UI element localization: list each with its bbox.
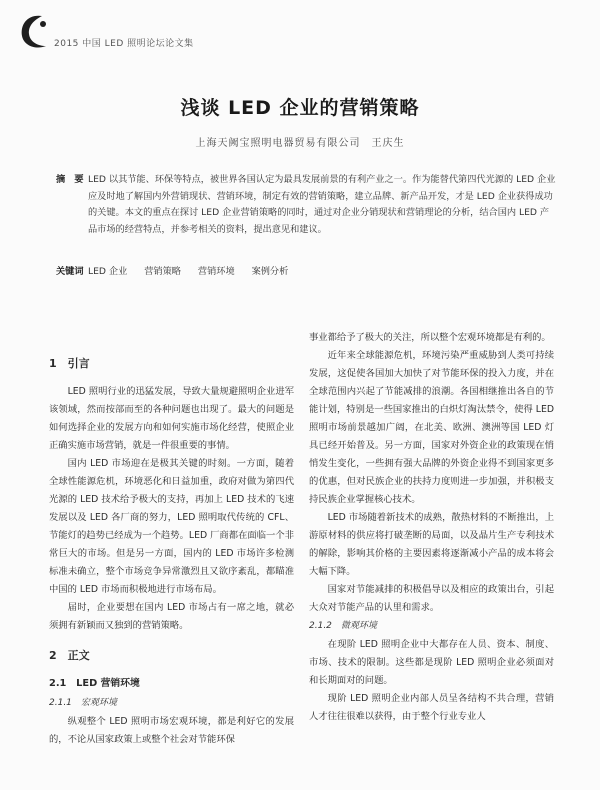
macro-paragraph-3: LED 市场随着新技术的成熟，散热材料的不断推出，上游原材料的供应将打破垄断的局面，以及晶片生产专利技术的解除，影响其价格的主要因素将逐渐减小产品的成本将会大幅下降。 (309, 512, 554, 577)
abstract-text: LED 以其节能、环保等特点，被世界各国认定为最具发展前景的有利产业之一。作为能替代第四代光源的 LED 企业应及时地了解国内外营销现状、营销环境，制定有效的营销策略，建立品牌、新产品开发，才是 LED 企业获得成功的关键。本文的重点在探讨 LED 企业营销策略的同时，通过对企业分销现状和营销理论的分析，结合国内 LED 产品市场的经营特点，并参考相关的资料，提出意见和建议。 (88, 174, 556, 235)
section-2-1-heading: 2.1 LED 营销环境 (49, 678, 140, 689)
macro-paragraph-2: 近年来全球能源危机，环境污染严重威胁到人类可持续发展，这促使各国加大加快了对节能环保的投入力度，并在全球范围内兴起了节能减排的浪潮。各国相继推出各自的节能计划，特别是一些国家推出的白炽灯淘汰禁令，使得 LED 照明市场前景越加广阔，在北美、欧洲、澳洲等国 LED 灯具已经开始普及。另一方面，国家对外资企业的政策现在悄悄发生变化，一些拥有强大品牌的外资企业得不到国家更多的优惠，但对民族企业的扶持力度则进一步加强，并积极支持民族企业掌握核心技术。 (309, 350, 554, 505)
intro-paragraph-1: LED 照明行业的迅猛发展，导致大量规避照明企业进军该领域，然而按部而至的各种问题也出现了。最大的问题是如何选择企业的发展方向和如何实施市场化经营，使照企业正确实施市场营销，就是一件很重要的事情。 (49, 386, 294, 451)
keywords-label: 关键词 (56, 266, 84, 277)
micro-paragraph-2: 现阶 LED 照明企业内部人员呈各结构不共合理，营销人才往往很难以获得，由于整个行业专业人 (309, 693, 554, 722)
right-column (309, 329, 554, 726)
intro-paragraph-3: 届时，企业要想在国内 LED 市场占有一席之地，就必须拥有新颖而又独到的营销策略。 (49, 602, 294, 631)
keyword: 营销环境 (197, 266, 235, 277)
abstract-label: 摘 要 (56, 174, 84, 185)
forum-logo-icon (18, 12, 52, 56)
keyword: LED 企业 (88, 266, 128, 277)
left-column (49, 343, 294, 749)
intro-paragraph-2: 国内 LED 市场迎在是极其关键的时刻。一方面，随着全球性能源危机，环境恶化和日益加重，政府对做为第四代光源的 LED 技术给予极大的支持，再加上 LED 技术的飞速发展以及 LED 各厂商的努力，LED 照明取代传统的 CFL、节能灯的趋势已经成为一个趋势。LED 厂商都在面临一个非常巨大的市场。但是另一方面，国内的 LED 市场许多检测标准未确立，整个市场竞争异常激烈且又欲序紊乱，都瞄准中国的 LED 市场而积极地进行市场布局。 (49, 458, 294, 595)
keyword: 营销策略 (144, 266, 181, 277)
author-affiliation: 上海天阙宝照明电器贸易有限公司 王庆生 (195, 138, 405, 149)
macro-paragraph-4: 国家对节能减排的积极倡导以及相应的政策出台，引起大众对节能产品的认里和需求。 (309, 584, 554, 613)
section-2-1-1-heading: 2.1.1 宏观环境 (49, 698, 117, 708)
section-2-1-2-heading: 2.1.2 微观环境 (309, 621, 377, 631)
section-2-heading: 2 正文 (49, 649, 90, 662)
macro-paragraph: 纵观整个 LED 照明市场宏观环境，都是利好它的发展的，不论从国家政策上或整个社会对节能环保 (49, 716, 294, 745)
continued-paragraph: 事业都给予了极大的关注，所以整个宏观环境都是有利的。 (309, 332, 551, 343)
keyword: 案例分析 (251, 266, 289, 277)
running-header (18, 10, 588, 54)
running-title: 2015 中国 LED 照明论坛论文集 (54, 39, 194, 49)
section-1-heading: 1 引言 (49, 357, 90, 370)
keywords-block (56, 263, 558, 277)
abstract-block (56, 172, 558, 238)
micro-paragraph-1: 在现阶 LED 照明企业中大都存在人员、资本、制度、市场、技术的限制。这些都是现阶 LED 照明企业必须面对和长期面对的问题。 (309, 639, 554, 686)
paper-title: 浅谈 LED 企业的营销策略 (180, 97, 420, 119)
